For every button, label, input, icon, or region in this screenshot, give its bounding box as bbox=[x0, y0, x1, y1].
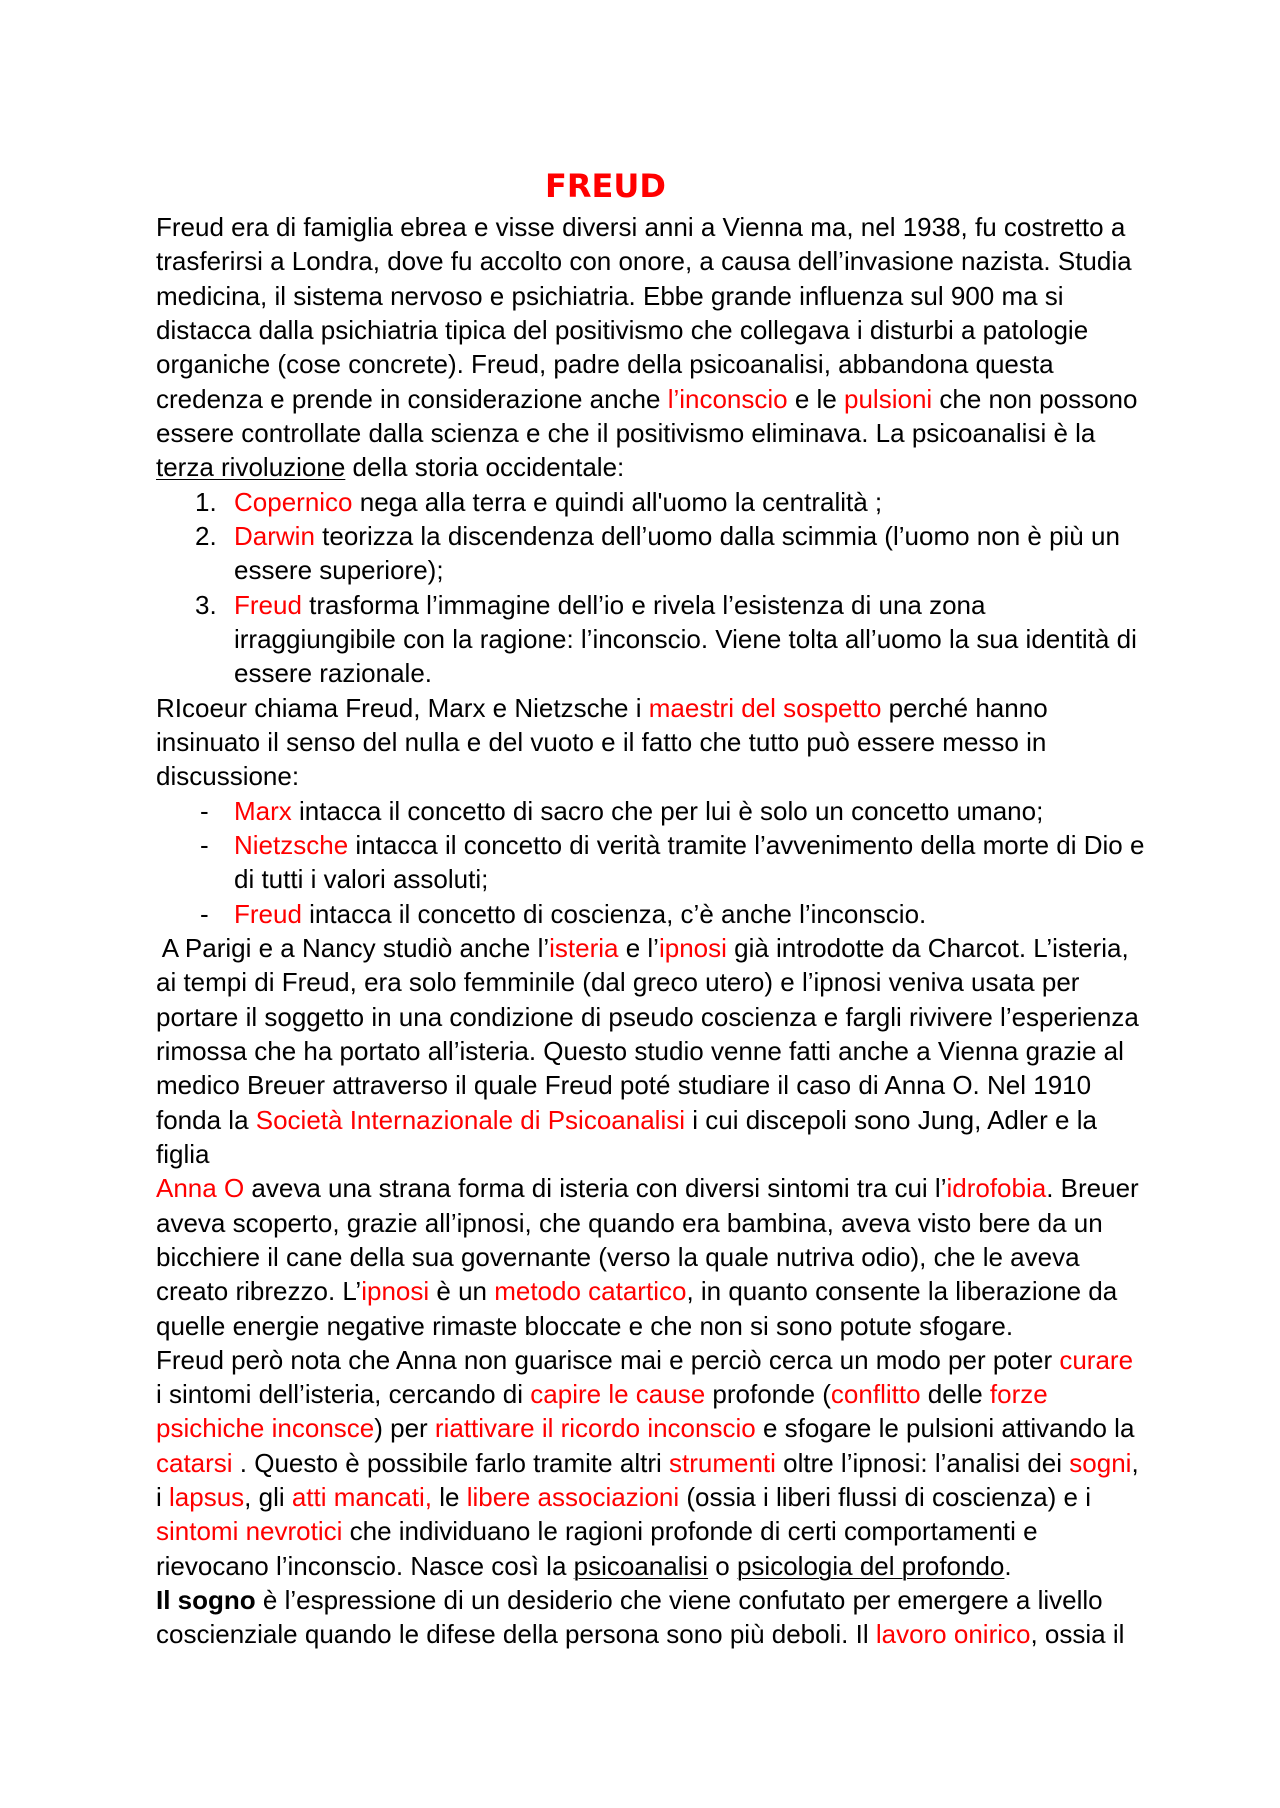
text-segment: perché hanno bbox=[881, 692, 1048, 723]
text-line bbox=[156, 1411, 1236, 1445]
text-segment: è un bbox=[429, 1276, 495, 1307]
highlighted-term: sintomi nevrotici bbox=[156, 1516, 343, 1547]
text-line bbox=[156, 965, 1236, 999]
list-item-continuation bbox=[156, 553, 1236, 587]
list-item-continuation bbox=[156, 656, 1236, 690]
list-bullet: - bbox=[200, 898, 209, 929]
text-segment: della storia occidentale: bbox=[345, 452, 625, 483]
text-line bbox=[156, 450, 1236, 484]
text-line bbox=[156, 1446, 1236, 1480]
text-segment: rimossa che ha portato all’isteria. Questo studio venne fatti anche a Vienna grazie al bbox=[156, 1035, 1124, 1066]
text-segment: di tutti i valori assoluti; bbox=[234, 864, 489, 895]
text-line bbox=[156, 1549, 1236, 1583]
text-segment: intacca il concetto di sacro che per lui è solo un concetto umano; bbox=[291, 795, 1044, 826]
highlighted-term: l’inconscio bbox=[667, 383, 788, 414]
text-segment: e sfogare le pulsioni attivando la bbox=[755, 1413, 1135, 1444]
highlighted-term: lavoro onirico bbox=[875, 1619, 1031, 1650]
text-segment: o bbox=[708, 1550, 737, 1581]
text-segment: credenza e prende in considerazione anche bbox=[156, 383, 668, 414]
text-line bbox=[156, 1068, 1236, 1102]
text-segment: , ossia il bbox=[1030, 1619, 1125, 1650]
text-segment: che non possono bbox=[932, 383, 1138, 414]
text-segment: bicchiere il cane della sua governante (verso la quale nutriva odio), che le aveva bbox=[156, 1241, 1080, 1272]
list-bullet: - bbox=[200, 795, 209, 826]
text-line bbox=[156, 1206, 1236, 1240]
numbered-list-item bbox=[156, 519, 1236, 553]
highlighted-term: Marx bbox=[234, 795, 292, 826]
text-line bbox=[156, 1274, 1236, 1308]
text-segment: aveva una strana forma di isteria con diversi sintomi tra cui l’ bbox=[244, 1173, 947, 1204]
text-line bbox=[156, 279, 1236, 313]
highlighted-term: Anna O bbox=[156, 1173, 245, 1204]
text-segment: è l’espressione di un desiderio che viene confutato per emergere a livello bbox=[255, 1585, 1103, 1616]
text-segment: rievocano l’inconscio. Nasce così la bbox=[156, 1550, 574, 1581]
text-line bbox=[156, 347, 1236, 381]
highlighted-term: libere associazioni bbox=[466, 1482, 680, 1513]
text-line bbox=[156, 244, 1236, 278]
text-segment: trasforma l’immagine dell’io e rivela l’esistenza di una zona bbox=[301, 589, 986, 620]
text-segment: medico Breuer attraverso il quale Freud poté studiare il caso di Anna O. Nel 1910 bbox=[156, 1070, 1092, 1101]
text-line bbox=[156, 1583, 1236, 1617]
highlighted-term: idrofobia bbox=[946, 1173, 1047, 1204]
bullet-list-item bbox=[156, 828, 1236, 862]
underlined-term: psicoanalisi bbox=[573, 1550, 709, 1581]
text-segment: e le bbox=[787, 383, 845, 414]
text-line bbox=[156, 416, 1236, 450]
text-segment: ) per bbox=[374, 1413, 435, 1444]
text-segment: ai tempi di Freud, era solo femminile (dal greco utero) e l’ipnosi veniva usata per bbox=[156, 967, 1080, 998]
text-segment: , gli bbox=[244, 1482, 292, 1513]
text-line bbox=[156, 759, 1236, 793]
highlighted-term: psichiche inconsce bbox=[156, 1413, 375, 1444]
text-segment: medicina, il sistema nervoso e psichiatria. Ebbe grande influenza sul 900 ma si bbox=[156, 280, 1064, 311]
highlighted-term: maestri del sospetto bbox=[648, 692, 882, 723]
list-bullet: - bbox=[200, 829, 209, 860]
text-segment: organiche (cose concrete). Freud, padre della psicoanalisi, abbandona questa bbox=[156, 349, 1054, 380]
numbered-list-item bbox=[156, 588, 1236, 622]
highlighted-term: conflitto bbox=[830, 1379, 921, 1410]
document-body bbox=[156, 210, 1236, 1652]
highlighted-term: Freud bbox=[234, 898, 302, 929]
text-line bbox=[156, 1034, 1236, 1068]
text-segment: essere controllate dalla scienza e che il positivismo eliminava. La psicoanalisi è la bbox=[156, 417, 1096, 448]
text-segment: che individuano le ragioni profonde di certi comportamenti e bbox=[342, 1516, 1038, 1547]
highlighted-term: Copernico bbox=[234, 486, 353, 517]
text-segment: . Breuer bbox=[1046, 1173, 1139, 1204]
text-segment: (ossia i liberi flussi di coscienza) e i bbox=[679, 1482, 1091, 1513]
text-segment: . Questo è possibile farlo tramite altri bbox=[232, 1447, 669, 1478]
text-segment: trasferirsi a Londra, dove fu accolto con onore, a causa dell’invasione nazista. Studia bbox=[156, 246, 1132, 277]
text-segment: distacca dalla psichiatria tipica del positivismo che collegava i disturbi a patologie bbox=[156, 314, 1089, 345]
highlighted-term: catarsi bbox=[156, 1447, 233, 1478]
highlighted-term: isteria bbox=[549, 932, 619, 963]
bullet-list-item bbox=[156, 794, 1236, 828]
text-segment: le bbox=[432, 1482, 467, 1513]
text-segment: aveva scoperto, grazie all’ipnosi, che quando era bambina, aveva visto bere da un bbox=[156, 1207, 1103, 1238]
highlighted-term: atti mancati, bbox=[291, 1482, 433, 1513]
text-line bbox=[156, 1377, 1236, 1411]
text-line bbox=[156, 1309, 1236, 1343]
highlighted-term: metodo catartico bbox=[494, 1276, 687, 1307]
text-segment: già introdotte da Charcot. L’isteria, bbox=[726, 932, 1129, 963]
highlighted-term: lapsus bbox=[169, 1482, 245, 1513]
text-segment: i bbox=[156, 1482, 169, 1513]
text-segment: profonde ( bbox=[705, 1379, 831, 1410]
text-segment: A Parigi e a Nancy studiò anche l’ bbox=[156, 932, 550, 963]
highlighted-term: Darwin bbox=[234, 520, 315, 551]
text-line bbox=[156, 1480, 1236, 1514]
text-line bbox=[156, 725, 1236, 759]
text-line bbox=[156, 382, 1236, 416]
highlighted-term: ipnosi bbox=[658, 932, 727, 963]
text-segment: delle bbox=[920, 1379, 990, 1410]
bold-term: Il sogno bbox=[156, 1585, 256, 1616]
highlighted-term: strumenti bbox=[668, 1447, 776, 1478]
text-line bbox=[156, 1171, 1236, 1205]
text-segment: essere razionale. bbox=[234, 658, 432, 689]
text-segment: nega alla terra e quindi all'uomo la centralità ; bbox=[352, 486, 883, 517]
text-line bbox=[156, 210, 1236, 244]
text-segment: portare il soggetto in una condizione di pseudo coscienza e fargli rivivere l’esperienza bbox=[156, 1001, 1139, 1032]
list-item-continuation bbox=[156, 862, 1236, 896]
highlighted-term: Nietzsche bbox=[234, 829, 349, 860]
highlighted-term: riattivare il ricordo inconscio bbox=[434, 1413, 756, 1444]
highlighted-term: sogni bbox=[1069, 1447, 1132, 1478]
text-line bbox=[156, 1137, 1236, 1171]
highlighted-term: forze bbox=[989, 1379, 1048, 1410]
text-segment: insinuato il senso del nulla e del vuoto e il fatto che tutto può essere messo in bbox=[156, 726, 1047, 757]
text-segment: teorizza la discendenza dell’uomo dalla scimmia (l’uomo non è più un bbox=[314, 520, 1120, 551]
text-line bbox=[156, 1000, 1236, 1034]
text-segment: e l’ bbox=[618, 932, 659, 963]
text-segment: discussione: bbox=[156, 761, 300, 792]
text-line bbox=[156, 1343, 1236, 1377]
highlighted-term: Freud bbox=[234, 589, 302, 620]
text-line bbox=[156, 1514, 1236, 1548]
bullet-list-item bbox=[156, 897, 1236, 931]
text-segment: coscienziale quando le difese della persona sono più deboli. Il bbox=[156, 1619, 876, 1650]
text-line bbox=[156, 1240, 1236, 1274]
highlighted-term: pulsioni bbox=[844, 383, 933, 414]
text-segment: essere superiore); bbox=[234, 555, 444, 586]
underlined-term: terza rivoluzione bbox=[156, 452, 346, 483]
highlighted-term: curare bbox=[1059, 1344, 1134, 1375]
highlighted-term: ipnosi bbox=[361, 1276, 430, 1307]
text-segment: creato ribrezzo. L’ bbox=[156, 1276, 362, 1307]
text-segment: , bbox=[1131, 1447, 1139, 1478]
text-line bbox=[156, 931, 1236, 965]
text-segment: i cui discepoli sono Jung, Adler e la bbox=[685, 1104, 1097, 1135]
text-line bbox=[156, 1103, 1236, 1137]
highlighted-term: Società Internazionale di Psicoanalisi bbox=[255, 1104, 686, 1135]
list-item-continuation bbox=[156, 622, 1236, 656]
text-segment: i sintomi dell’isteria, cercando di bbox=[156, 1379, 531, 1410]
list-number: 3. bbox=[195, 589, 217, 620]
text-segment: intacca il concetto di verità tramite l’avvenimento della morte di Dio e bbox=[348, 829, 1145, 860]
text-segment: intacca il concetto di coscienza, c’è anche l’inconscio. bbox=[301, 898, 927, 929]
text-segment: figlia bbox=[156, 1138, 210, 1169]
document-title: FREUD bbox=[545, 167, 666, 205]
highlighted-term: capire le cause bbox=[530, 1379, 706, 1410]
list-number: 1. bbox=[195, 486, 217, 517]
text-line bbox=[156, 1617, 1236, 1651]
text-line bbox=[156, 313, 1236, 347]
text-segment: irraggiungibile con la ragione: l’inconscio. Viene tolta all’uomo la sua identità di bbox=[234, 623, 1137, 654]
text-segment: RIcoeur chiama Freud, Marx e Nietzsche i bbox=[156, 692, 649, 723]
text-segment: oltre l’ipnosi: l’analisi dei bbox=[775, 1447, 1070, 1478]
text-segment: , in quanto consente la liberazione da bbox=[686, 1276, 1118, 1307]
underlined-term: psicologia del profondo bbox=[736, 1550, 1005, 1581]
text-line bbox=[156, 691, 1236, 725]
text-segment: fonda la bbox=[156, 1104, 256, 1135]
text-segment: Freud era di famiglia ebrea e visse diversi anni a Vienna ma, nel 1938, fu costretto a bbox=[156, 212, 1126, 242]
numbered-list-item bbox=[156, 485, 1236, 519]
list-number: 2. bbox=[195, 520, 217, 551]
text-segment: quelle energie negative rimaste bloccate e che non si sono potute sfogare. bbox=[156, 1310, 1014, 1341]
text-segment: Freud però nota che Anna non guarisce mai e perciò cerca un modo per poter bbox=[156, 1344, 1060, 1375]
text-segment: . bbox=[1004, 1550, 1012, 1581]
